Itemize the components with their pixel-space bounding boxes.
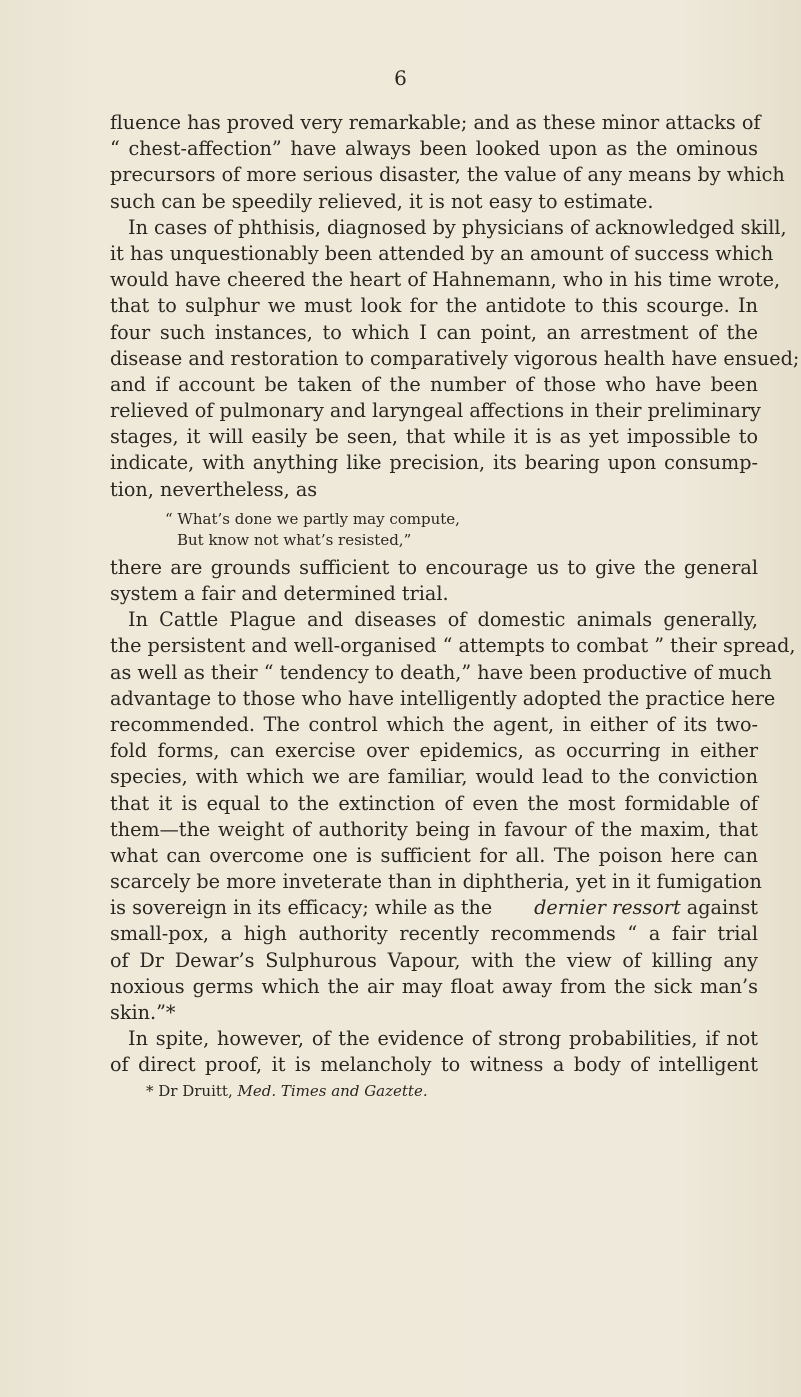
text-line: such can be speedily relieved, it is not easy to estimate. bbox=[110, 189, 654, 213]
text-line: what can overcome one is sufficient for all. The poison here can bbox=[110, 843, 758, 867]
text-line: noxious germs which the air may float away from the sick man’s bbox=[110, 974, 758, 998]
text-line: tion, nevertheless, as bbox=[110, 477, 318, 501]
text-line: fluence has proved very remarkable; and as these minor attacks of bbox=[110, 111, 761, 134]
text-line: would have cheered the heart of Hahnemann, who in his time wrote, bbox=[110, 268, 781, 292]
text-line: of Dr Dewar’s Sulphurous Vapour, with the view of killing any bbox=[110, 948, 758, 972]
text-line: “ chest-affection” have always been looked upon as the ominous bbox=[110, 137, 758, 161]
quote-line: But know not what’s resisted,” bbox=[177, 530, 412, 549]
footnote-text: * Dr Druitt, bbox=[146, 1081, 238, 1100]
body-text bbox=[110, 110, 800, 1101]
text-line: relieved of pulmonary and laryngeal affections in their preliminary bbox=[110, 399, 761, 423]
text-line: disease and restoration to comparatively vigorous health have ensued; bbox=[110, 346, 800, 370]
text-line: the persistent and well-organised “ attempts to combat ” their spread, bbox=[110, 634, 796, 658]
text-line: that it is equal to the extinction of even the most formidable of bbox=[110, 791, 758, 815]
text-line: there are grounds sufficient to encourage us to give the general bbox=[110, 555, 758, 579]
text-line: of direct proof, it is melancholy to witness a body of intelligent bbox=[110, 1053, 758, 1077]
verse-quote bbox=[110, 509, 758, 551]
text-line: four such instances, to which I can point, an arrestment of the bbox=[110, 320, 758, 344]
text-line: advantage to those who have intelligently adopted the practice here bbox=[110, 686, 776, 710]
text-line: In cases of phthisis, diagnosed by physicians of acknowledged skill, bbox=[128, 215, 787, 239]
text-line: fold forms, can exercise over epidemics, as occurring in either bbox=[110, 739, 758, 763]
text-line: as well as their “ tendency to death,” have been productive of much bbox=[110, 660, 772, 684]
text-line: In Cattle Plague and diseases of domestic animals generally, bbox=[128, 608, 758, 632]
text-line: it has unquestionably been attended by an amount of success which bbox=[110, 241, 774, 265]
text-fragment bbox=[534, 895, 758, 921]
text-line: skin.”* bbox=[110, 1001, 176, 1024]
text-line: precursors of more serious disaster, the value of any means by which bbox=[110, 163, 785, 187]
text-fragment: is sovereign in its efficacy; while as the bbox=[110, 896, 493, 920]
quote-line: “ What’s done we partly may compute, bbox=[165, 509, 460, 528]
text-line: scarcely be more inveterate than in diphtheria, yet in it fumigation bbox=[110, 870, 762, 894]
footnote-journal: Med. Times and Gazette. bbox=[237, 1081, 428, 1100]
text-line: species, with which we are familiar, would lead to the conviction bbox=[110, 765, 758, 789]
italic-phrase: dernier ressort bbox=[534, 896, 681, 920]
text-line: recommended. The control which the agent, in either of its two- bbox=[110, 712, 758, 736]
text-line: them—the weight of authority being in favour of the maxim, that bbox=[110, 817, 758, 841]
text-fragment: against bbox=[680, 896, 758, 920]
text-line bbox=[110, 895, 758, 921]
text-line: stages, it will easily be seen, that while it is as yet impossible to bbox=[110, 425, 758, 449]
footnote bbox=[110, 1081, 758, 1101]
page-number: 6 bbox=[394, 66, 407, 90]
text-line: and if account be taken of the number of those who have been bbox=[110, 372, 758, 396]
text-line: small-pox, a high authority recently recommends “ a fair trial bbox=[110, 922, 758, 946]
text-line: that to sulphur we must look for the antidote to this scourge. In bbox=[110, 294, 758, 318]
text-line: indicate, with anything like precision, its bearing upon consump- bbox=[110, 451, 758, 475]
text-line: system a fair and determined trial. bbox=[110, 582, 449, 605]
text-line: In spite, however, of the evidence of strong probabilities, if not bbox=[128, 1027, 758, 1051]
